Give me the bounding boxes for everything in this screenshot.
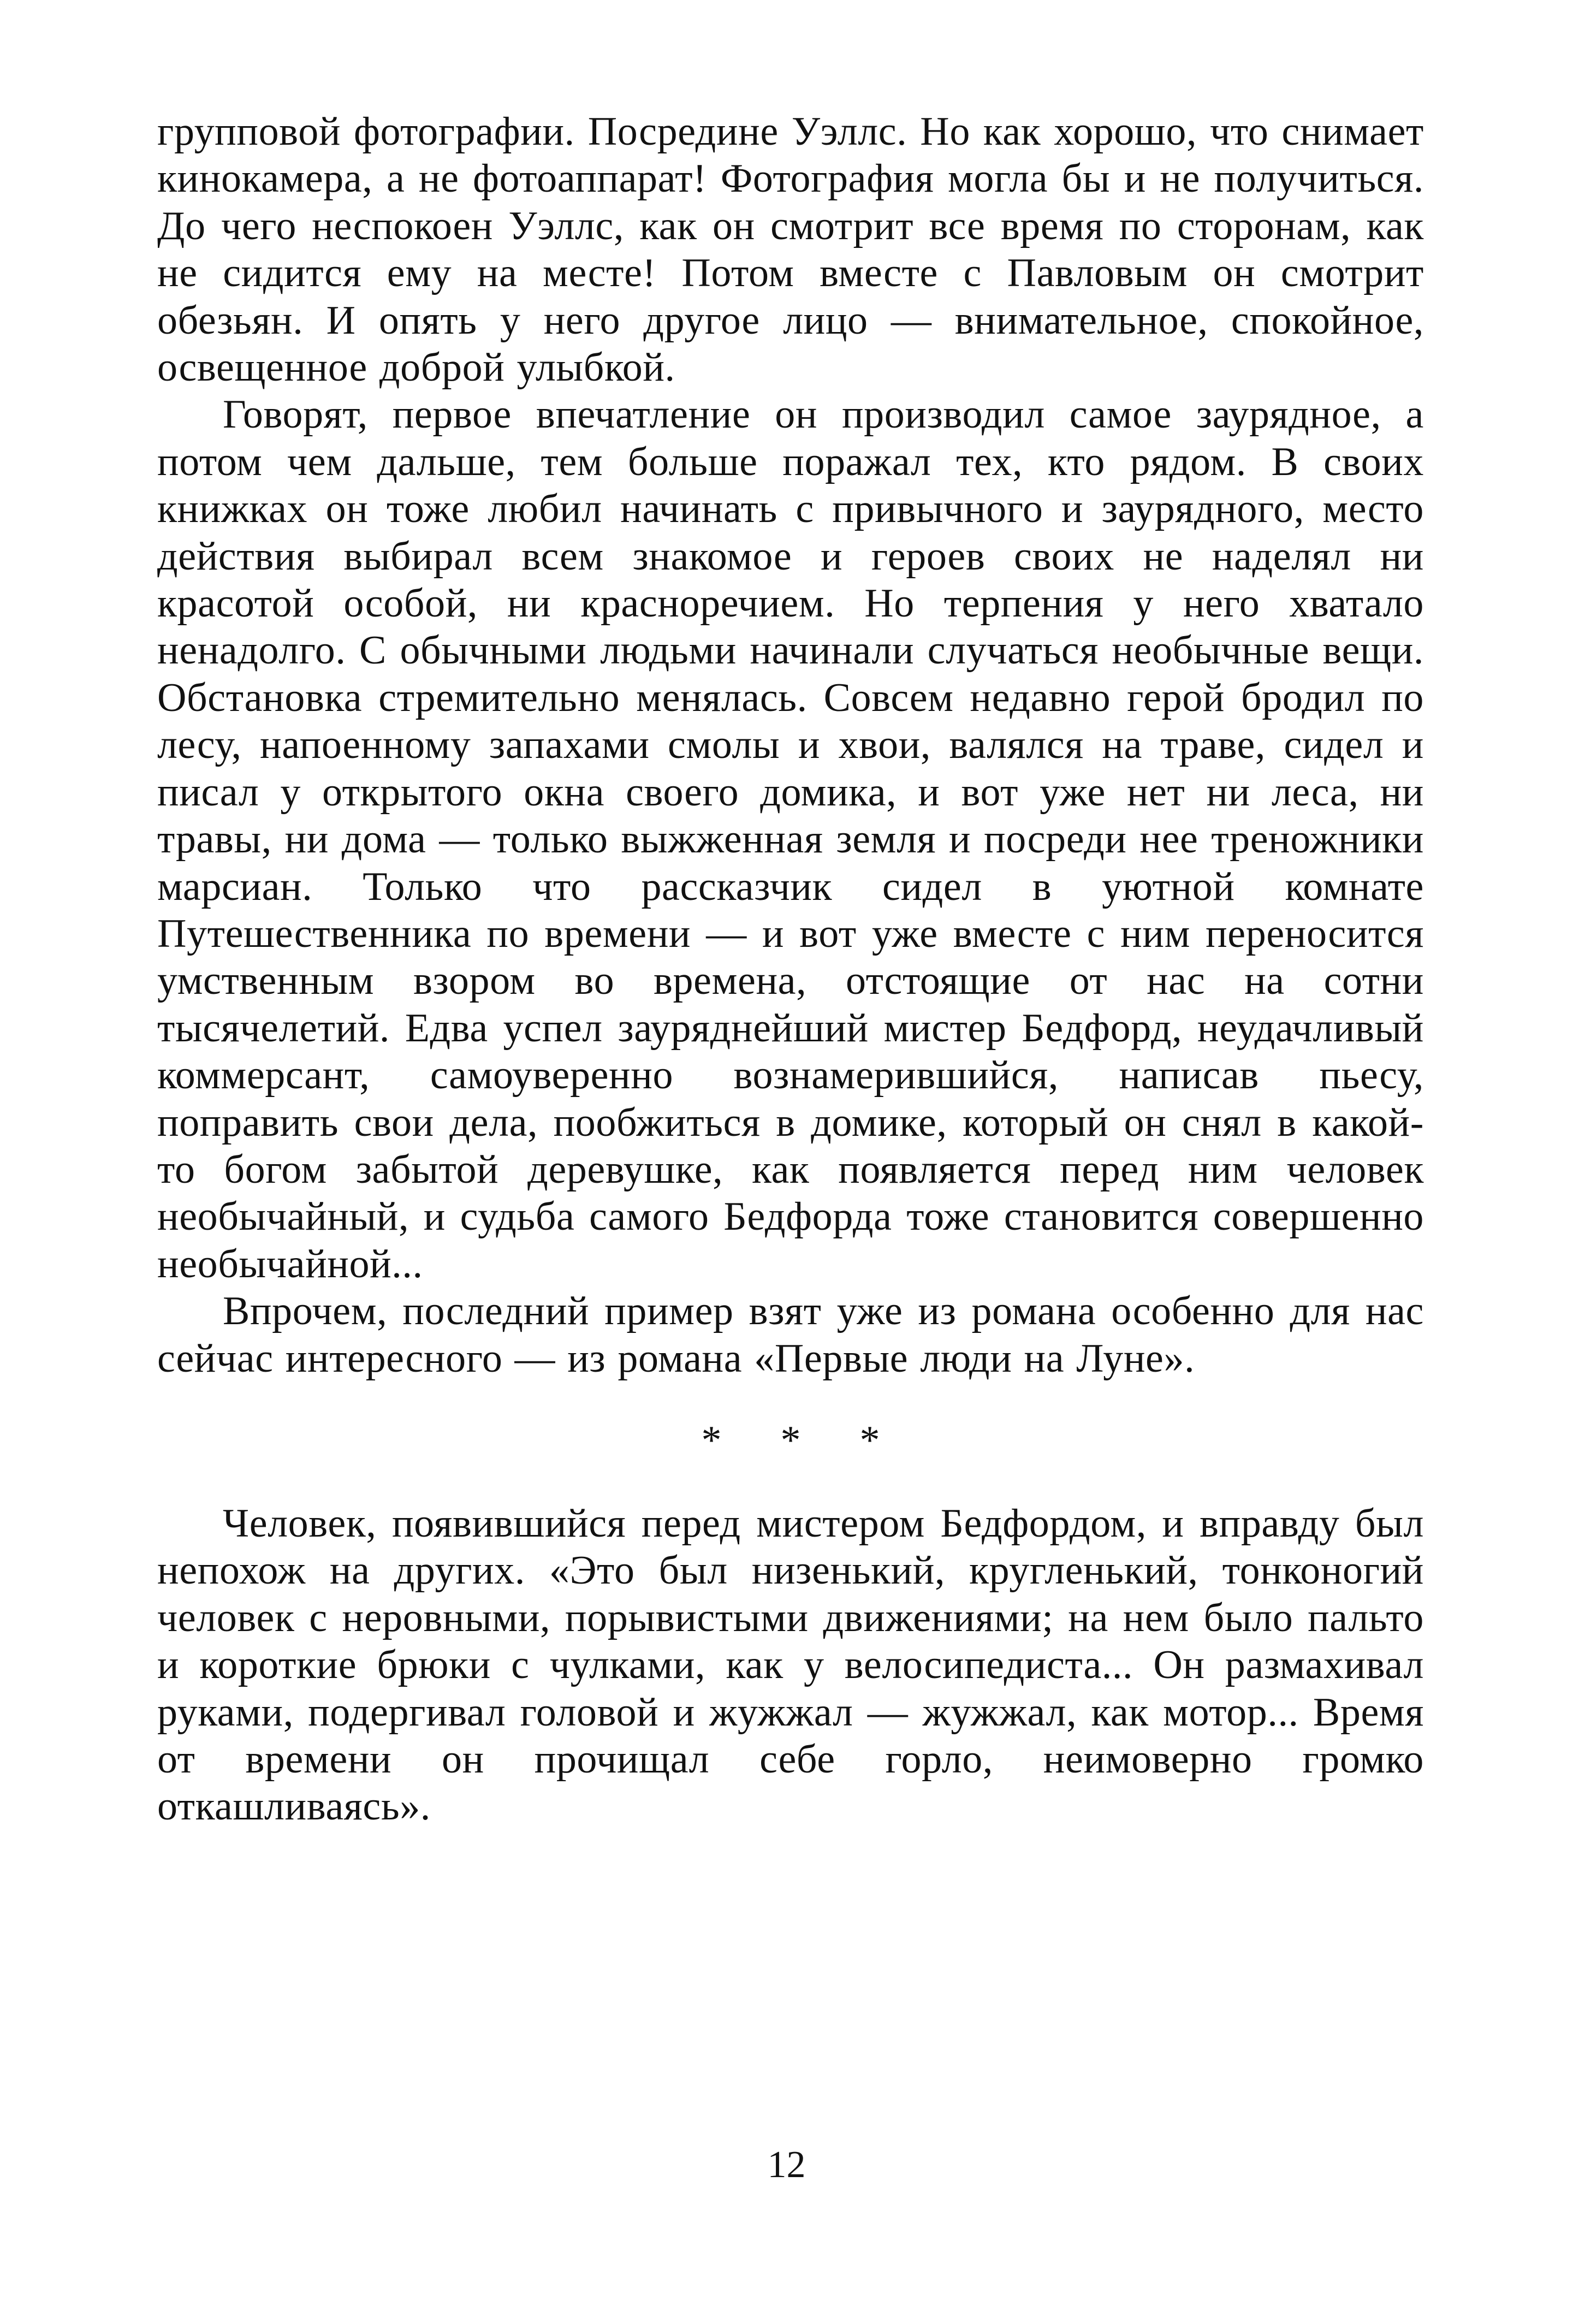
section-separator: [157, 1382, 1424, 1500]
paragraph-novel-reference: Впрочем, последний пример взят уже из романа особенно для нас сейчас интересного — из романа «Первые люди на Луне».: [157, 1289, 1424, 1381]
paragraph-continuation: групповой фотографии. Посредине Уэллс. Но как хорошо, что снимает кинокамера, а не фотоаппарат! Фотография могла бы и не получиться. До чего неспокоен Уэллс, как он смотрит все время по сторонам, как не сидится ему на месте! Потом вместе с Павловым он смотрит обезьян. И опять у него другое лицо — внимательное, спокойное, освещенное доброй улыбкой.: [157, 109, 1424, 390]
page-number: 12: [767, 2144, 806, 2186]
paragraph-impression: Говорят, первое впечатление он производил самое заурядное, а потом чем дальше, тем больше поражал тех, кто рядом. В своих книжках он тоже любил начинать с привычного и заурядного, место действия выбирал всем знакомое и героев своих не наделял ни красотой особой, ни красноречием. Но терпения у него хватало ненадолго. С обычными людьми начинали случаться необычные вещи. Обстановка стремительно менялась. Совсем недавно герой бродил по лесу, напоенному запахами смолы и хвои, валялся на траве, сидел и писал у открытого окна своего домика, и вот уже нет ни леса, ни травы, ни дома — только выжженная земля и посреди нее треножники марсиан. Только что рассказчик сидел в уютной комнате Путешественника по времени — и вот уже вместе с ним переносится умственным взором во времена, отстоящие от нас на сотни тысячелетий. Едва успел зауряднейший мистер Бедфорд, неудачливый коммерсант, самоуверенно вознамерившийся, написав пьесу, поправить свои дела, пообжиться в домике, который он снял в какой-то богом забытой деревушке, как появляется перед ним человек необычайный, и судьба самого Бедфорда тоже становится совершенно необычайной...: [157, 392, 1424, 1286]
paragraph-quote: Человек, появившийся перед мистером Бедфордом, и вправду был непохож на других. «Это был низенький, кругленький, тонконогий человек с неровными, порывистыми движениями; на нем было пальто и короткие брюки с чулками, как у велосипедиста... Он размахивал руками, подергивал головой и жужжал — жужжал, как мотор... Время от времени он прочищал себе горло, неимоверно громко откашливаясь».: [157, 1501, 1424, 1829]
separator-asterisk: *: [859, 1418, 880, 1463]
separator-asterisk: *: [701, 1418, 722, 1463]
body-text: [157, 108, 1424, 1830]
separator-asterisk: *: [780, 1418, 801, 1463]
